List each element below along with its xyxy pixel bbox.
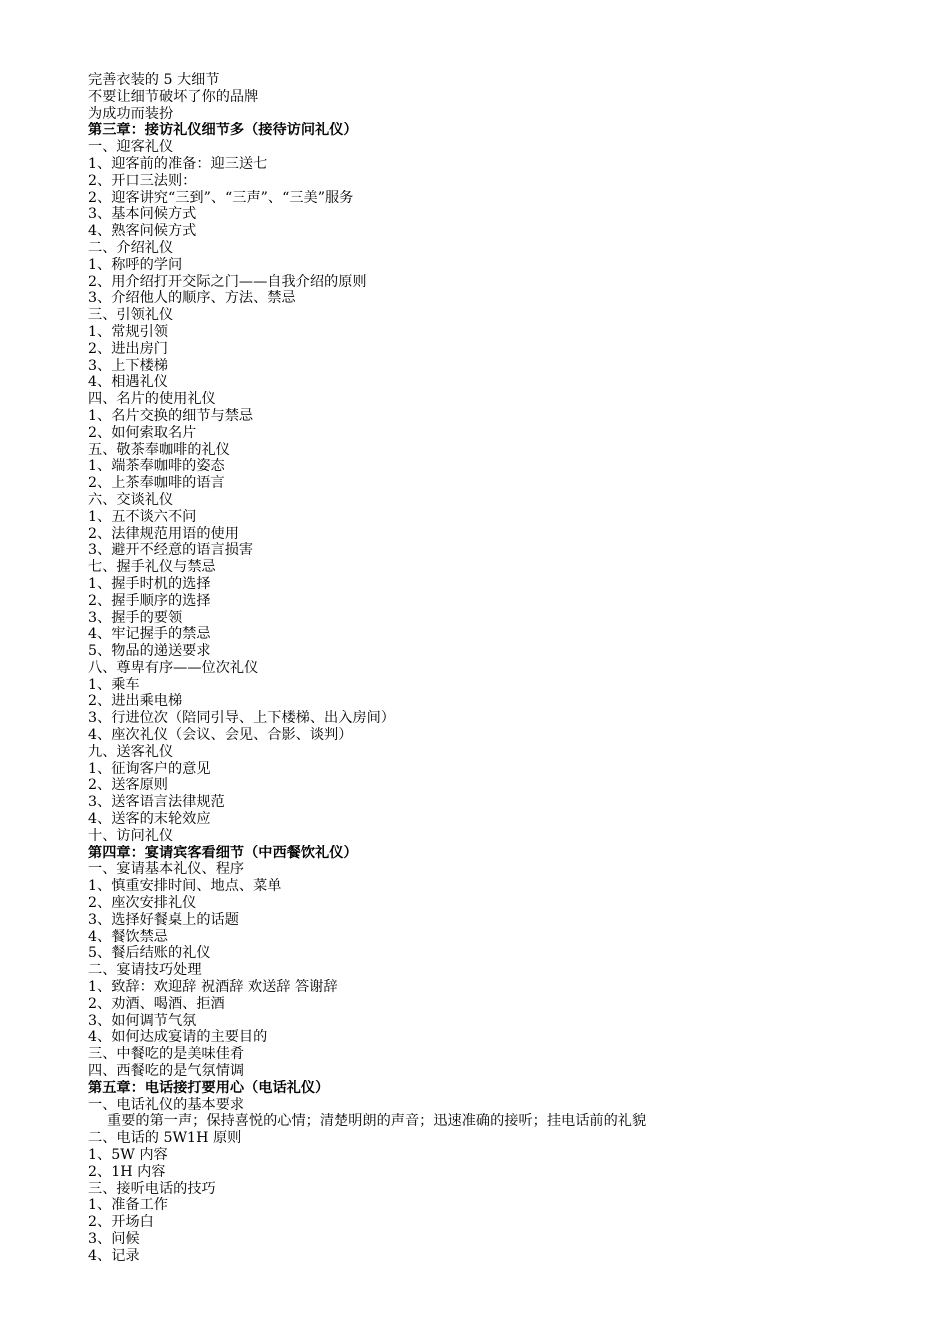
text-line: 4、餐饮禁忌 [88,928,168,945]
text-line: 四、西餐吃的是气氛情调 [88,1063,245,1080]
text-line: 2、如何索取名片 [88,424,197,441]
text-line: 1、名片交换的细节与禁忌 [88,407,254,424]
text-line: 2、开口三法则： [88,172,197,189]
chapter-heading: 第三章：接访礼仪细节多（接待访问礼仪） [88,122,358,139]
text-line: 3、基本问候方式 [88,206,197,223]
text-line: 完善衣装的 5 大细节 [88,72,220,88]
text-line: 2、进出乘电梯 [88,693,183,710]
text-line: 1、慎重安排时间、地点、菜单 [88,878,282,895]
text-line: 3、介绍他人的顺序、方法、禁忌 [88,290,296,307]
text-line: 2、开场白 [88,1214,154,1231]
text-line: 3、选择好餐桌上的话题 [88,911,239,928]
chapter-heading: 第五章：电话接打要用心（电话礼仪） [88,1079,330,1096]
text-line: 5、餐后结账的礼仪 [88,945,211,962]
text-line: 4、座次礼仪（会议、会见、合影、谈判） [88,727,353,744]
text-line: 重要的第一声；保持喜悦的心情；清楚明朗的声音；迅速准确的接听；挂电话前的礼貌 [107,1113,647,1130]
text-line: 一、电话礼仪的基本要求 [88,1096,245,1113]
chapter-heading: 第四章：宴请宾客看细节（中西餐饮礼仪） [88,844,358,861]
text-line: 4、熟客问候方式 [88,223,197,240]
text-line: 1、准备工作 [88,1197,168,1214]
text-line: 3、问候 [88,1230,140,1247]
text-line: 2、劝酒、喝酒、拒酒 [88,995,225,1012]
text-line: 二、电话的 5W1H 原则 [88,1130,242,1147]
text-line: 2、送客原则 [88,777,168,794]
text-line: 五、敬茶奉咖啡的礼仪 [88,441,230,458]
text-line: 二、宴请技巧处理 [88,962,202,979]
text-line: 六、交谈礼仪 [88,491,174,508]
text-line: 3、避开不经意的语言损害 [88,542,254,559]
text-line: 一、宴请基本礼仪、程序 [88,861,245,878]
text-line: 七、握手礼仪与禁忌 [88,559,216,576]
text-line: 2、进出房门 [88,340,168,357]
text-line: 1、五不谈六不问 [88,508,197,525]
text-line: 2、迎客讲究“三到”、“三声”、“三美”服务 [88,189,354,206]
text-line: 4、记录 [88,1247,140,1264]
text-line: 1、称呼的学问 [88,256,183,273]
text-line: 三、引领礼仪 [88,307,174,324]
text-line: 十、访问礼仪 [88,827,174,844]
text-line: 3、如何调节气氛 [88,1012,197,1029]
text-line: 三、中餐吃的是美味佳肴 [88,1046,245,1063]
text-line: 2、法律规范用语的使用 [88,525,239,542]
text-line: 二、介绍礼仪 [88,239,174,256]
text-line: 1、乘车 [88,676,140,693]
text-line: 1、5W 内容 [88,1147,168,1163]
text-line: 2、握手顺序的选择 [88,592,211,609]
text-line: 3、送客语言法律规范 [88,794,225,811]
text-line: 5、物品的递送要求 [88,643,211,660]
document-page [88,72,928,1265]
text-line: 1、握手时机的选择 [88,575,211,592]
text-line: 2、座次安排礼仪 [88,895,197,912]
text-line: 4、相遇礼仪 [88,374,168,391]
text-line: 1、端茶奉咖啡的姿态 [88,458,225,475]
text-line: 2、1H 内容 [88,1163,166,1180]
text-line: 八、尊卑有序——位次礼仪 [88,659,259,676]
text-line: 4、送客的末轮效应 [88,811,211,828]
text-line: 三、接听电话的技巧 [88,1180,216,1197]
text-line: 四、名片的使用礼仪 [88,391,216,408]
text-line: 1、常规引领 [88,323,168,340]
text-line: 2、上茶奉咖啡的语言 [88,475,225,492]
text-line: 4、如何达成宴请的主要目的 [88,1029,268,1046]
text-line: 为成功而装扮 [88,105,174,122]
text-line: 1、致辞：欢迎辞 祝酒辞 欢送辞 答谢辞 [88,979,338,996]
text-line: 一、迎客礼仪 [88,139,174,156]
text-line: 1、征询客户的意见 [88,760,211,777]
text-line: 3、上下楼梯 [88,357,168,374]
text-line: 3、握手的要领 [88,609,183,626]
text-line: 2、用介绍打开交际之门——自我介绍的原则 [88,273,367,290]
text-line: 九、送客礼仪 [88,743,174,760]
text-line: 3、行进位次（陪同引导、上下楼梯、出入房间） [88,710,395,727]
text-line: 1、迎客前的准备：迎三送七 [88,155,268,172]
text-line: 不要让细节破坏了你的品牌 [88,88,259,105]
text-line: 4、牢记握手的禁忌 [88,626,211,643]
